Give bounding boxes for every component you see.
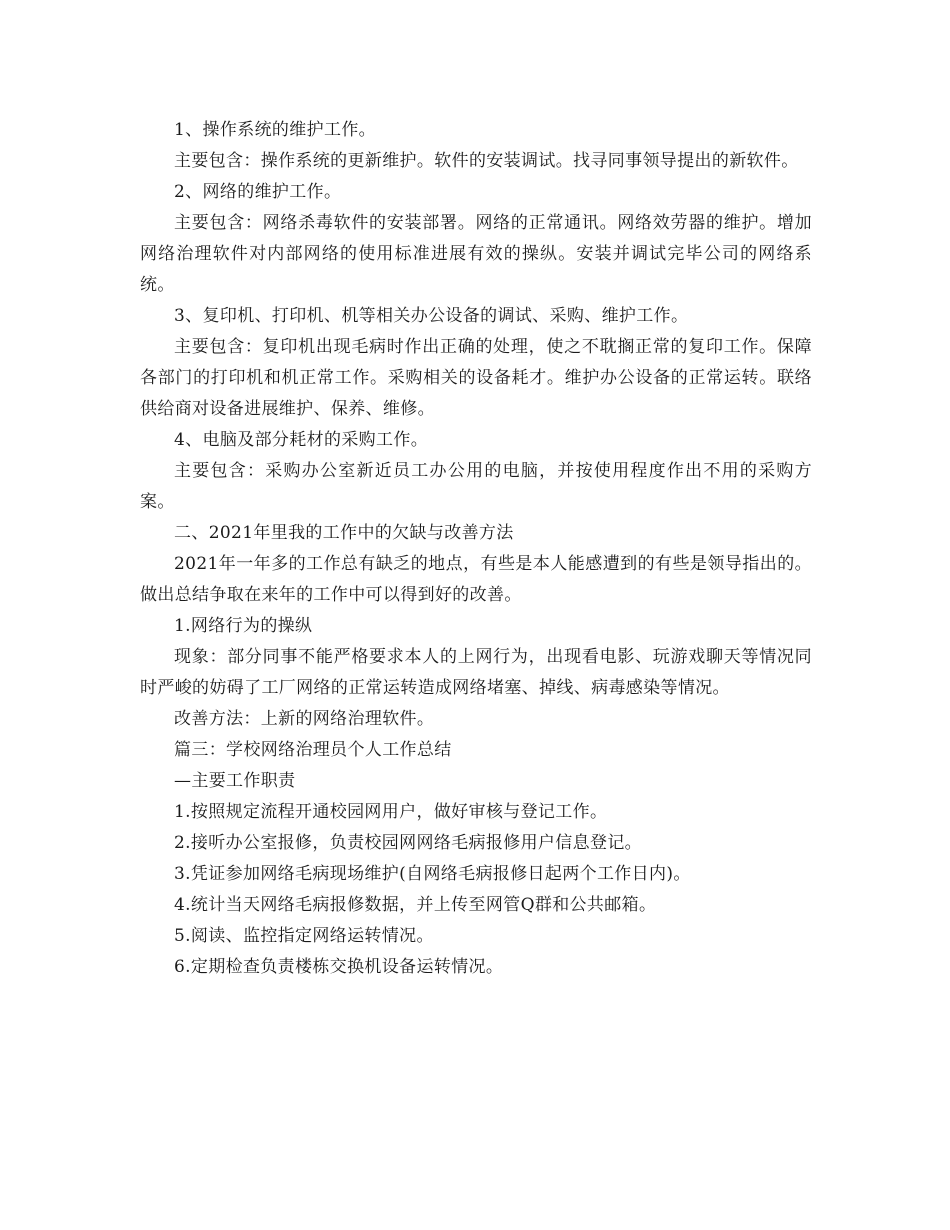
- paragraph-computer-purchase: 主要包含：采购办公室新近员工办公用的电脑，并按使用程度作出不用的采购方案。: [140, 461, 812, 512]
- heading-network-maintenance: 2、网络的维护工作。: [174, 182, 342, 202]
- document-body: [140, 115, 812, 983]
- duty-item: 2.接听办公室报修，负责校园网网络毛病报修用户信息登记。: [174, 833, 643, 853]
- heading-computer-purchase: 4、电脑及部分耗材的采购工作。: [174, 430, 429, 450]
- article-title: 篇三：学校网络治理员个人工作总结: [174, 740, 452, 760]
- duty-item: 5.阅读、监控指定网络运转情况。: [174, 926, 434, 946]
- heading-network-behavior: 1.网络行为的操纵: [174, 616, 313, 636]
- section-heading-shortcomings: 二、2021年里我的工作中的欠缺与改善方法: [174, 523, 514, 543]
- paragraph-office-equipment: 主要包含：复印机出现毛病时作出正确的处理，使之不耽搁正常的复印工作。保障各部门的打印机和机正常工作。采购相关的设备耗才。维护办公设备的正常运转。联络供给商对设备进展维护、保养、维修。: [140, 337, 812, 419]
- heading-main-duties: —主要工作职责: [174, 771, 296, 791]
- paragraph-os-maintenance: 主要包含：操作系统的更新维护。软件的安装调试。找寻同事领导提出的新软件。: [174, 151, 799, 171]
- paragraph-improvement: 改善方法：上新的网络治理软件。: [174, 709, 435, 729]
- duty-item: 1.按照规定流程开通校园网用户，做好审核与登记工作。: [174, 802, 608, 822]
- heading-os-maintenance: 1、操作系统的维护工作。: [174, 120, 377, 140]
- duty-item: 4.统计当天网络毛病报修数据，并上传至网管Q群和公共邮箱。: [174, 895, 657, 915]
- paragraph-network-maintenance: 主要包含：网络杀毒软件的安装部署。网络的正常通讯。网络效劳器的维护。增加网络治理软件对内部网络的使用标准进展有效的操纵。安装并调试完毕公司的网络系统。: [140, 213, 812, 295]
- heading-office-equipment: 3、复印机、打印机、机等相关办公设备的调试、采购、维护工作。: [174, 306, 689, 326]
- duty-item: 3.凭证参加网络毛病现场维护(自网络毛病报修日起两个工作日内)。: [174, 864, 691, 884]
- duty-item: 6.定期检查负责楼栋交换机设备运转情况。: [174, 957, 504, 977]
- paragraph-phenomenon: 现象：部分同事不能严格要求本人的上网行为，出现看电影、玩游戏聊天等情况同时严峻的妨碍了工厂网络的正常运转造成网络堵塞、掉线、病毒感染等情况。: [140, 647, 812, 698]
- paragraph-shortcomings: 2021年一年多的工作总有缺乏的地点，有些是本人能感遭到的有些是领导指出的。做出总结争取在来年的工作中可以得到好的改善。: [140, 554, 812, 605]
